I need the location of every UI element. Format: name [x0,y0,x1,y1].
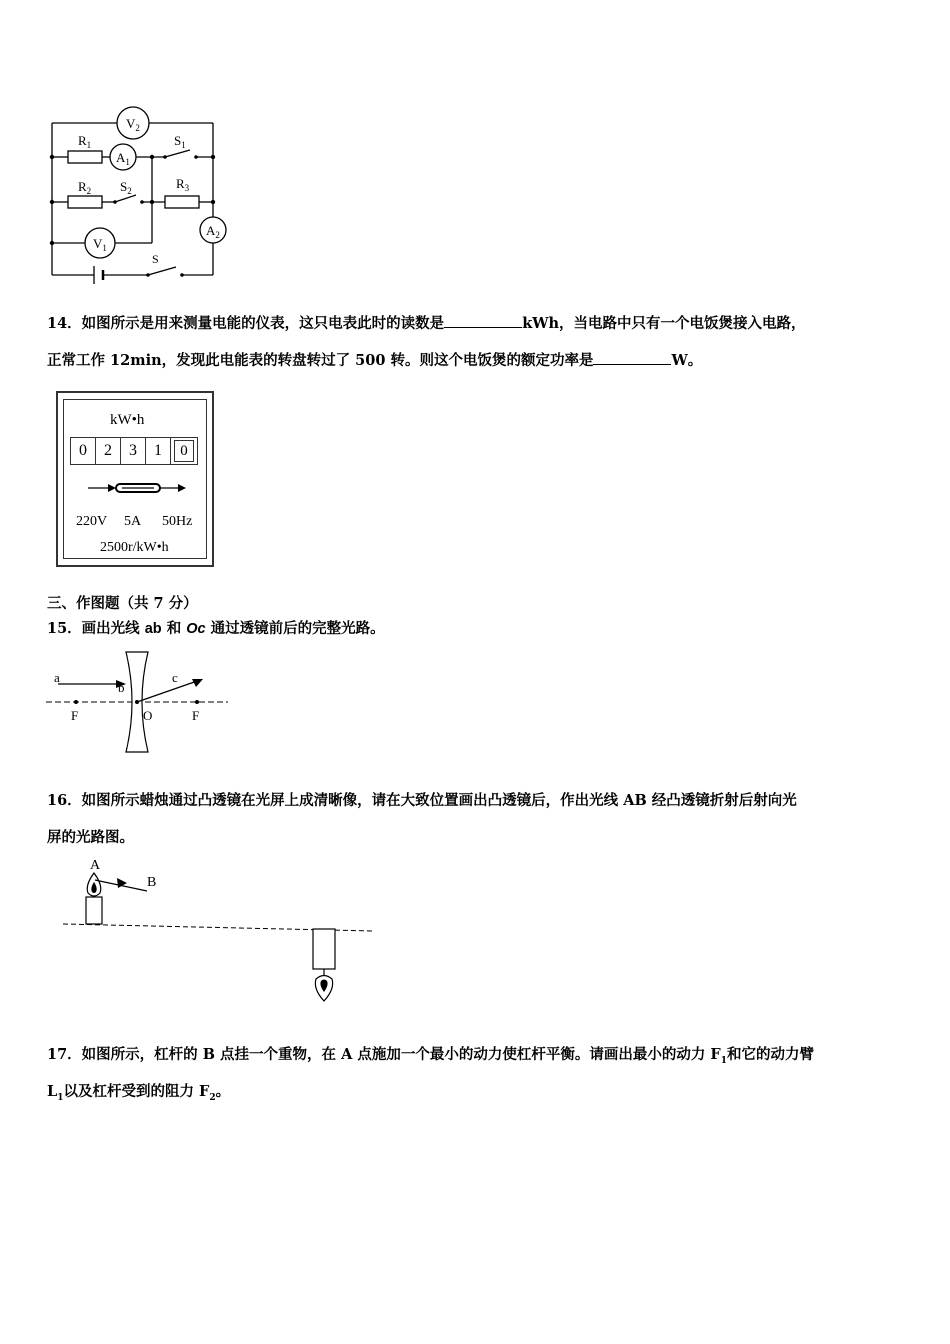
meter-unit: kW•h [110,412,145,428]
meter-current: 5A [124,514,142,529]
q16-line2: 屏的光路图。 [47,829,134,846]
q14-blank-reading[interactable] [444,313,522,328]
focal-point-left [74,700,78,704]
ray-oc [137,680,200,702]
label-a: A [90,858,101,873]
meter-digit-decimal: 0 [170,437,198,465]
meter-digit-row [70,437,198,465]
a2-label: $A_2$ [206,223,220,240]
label-f-left: F [71,708,79,723]
label-c: c [172,670,178,685]
meter-digit: 1 [145,437,171,465]
resistor-r2 [68,196,102,208]
circuit-diagram [40,95,240,290]
energy-meter [56,391,214,567]
q16-line1: 16．如图所示蜡烛通过凸透镜在光屏上成清晰像，请在大致位置画出凸透镜后，作出光线 AB 经凸透镜折射后射向光 [47,792,797,809]
meter-voltage: 220V [76,514,108,529]
candle-body [86,897,102,924]
r1-label: $R_1$ [78,133,92,150]
candle-lens-diagram [55,855,385,1005]
image-body [313,929,335,969]
meter-digit: 2 [95,437,121,465]
q14-line1: 14．如图所示是用来测量电能的仪表，这只电表此时的读数是 kWh，当电路中只有一个电饭煲接入电路， [47,315,806,332]
a1-label: $A_1$ [116,150,130,167]
label-o: O [143,708,153,723]
meter-revolutions: 2500r/kW•h [100,540,169,555]
concave-lens-diagram [40,646,240,758]
label-a: a [54,670,60,685]
v1-label: $V_1$ [93,236,107,253]
label-b: b [118,680,125,695]
section3-title: 三、作图题（共 7 分） [47,595,198,612]
resistor-r3 [165,196,199,208]
q17-line1: 17．如图所示，杠杆的 B 点挂一个重物，在 A 点施加一个最小的动力使杠杆平衡。请画出最小的动力 $F_1$和它的动力臂 [47,1046,814,1066]
meter-frequency: 50Hz [162,514,193,529]
meter-digit: 3 [120,437,146,465]
r3-label: $R_3$ [176,176,190,193]
optical-center [135,700,139,704]
s2-label: $S_2$ [120,179,132,196]
meter-digit: 0 [70,437,96,465]
q17-line2: $L_1$以及杠杆受到的阻力 $F_2$。 [47,1083,231,1103]
s-label: S [152,252,159,266]
label-f-right: F [192,708,200,723]
resistor-r1 [68,151,102,163]
meter-disc-arrow [86,481,190,495]
r2-label: $R_2$ [78,179,92,196]
focal-point-right [195,700,199,704]
label-b: B [147,875,157,890]
q14-line2: 正常工作 12min，发现此电能表的转盘转过了 500 转。则这个电饭煲的额定功率是 W。 [47,352,703,369]
s1-label: $S_1$ [174,133,186,150]
q15-text: 15．画出光线 ab 和 Oc 通过透镜前后的完整光路。 [47,620,385,637]
v2-label: $V_2$ [126,116,140,133]
q14-blank-power[interactable] [593,350,671,365]
